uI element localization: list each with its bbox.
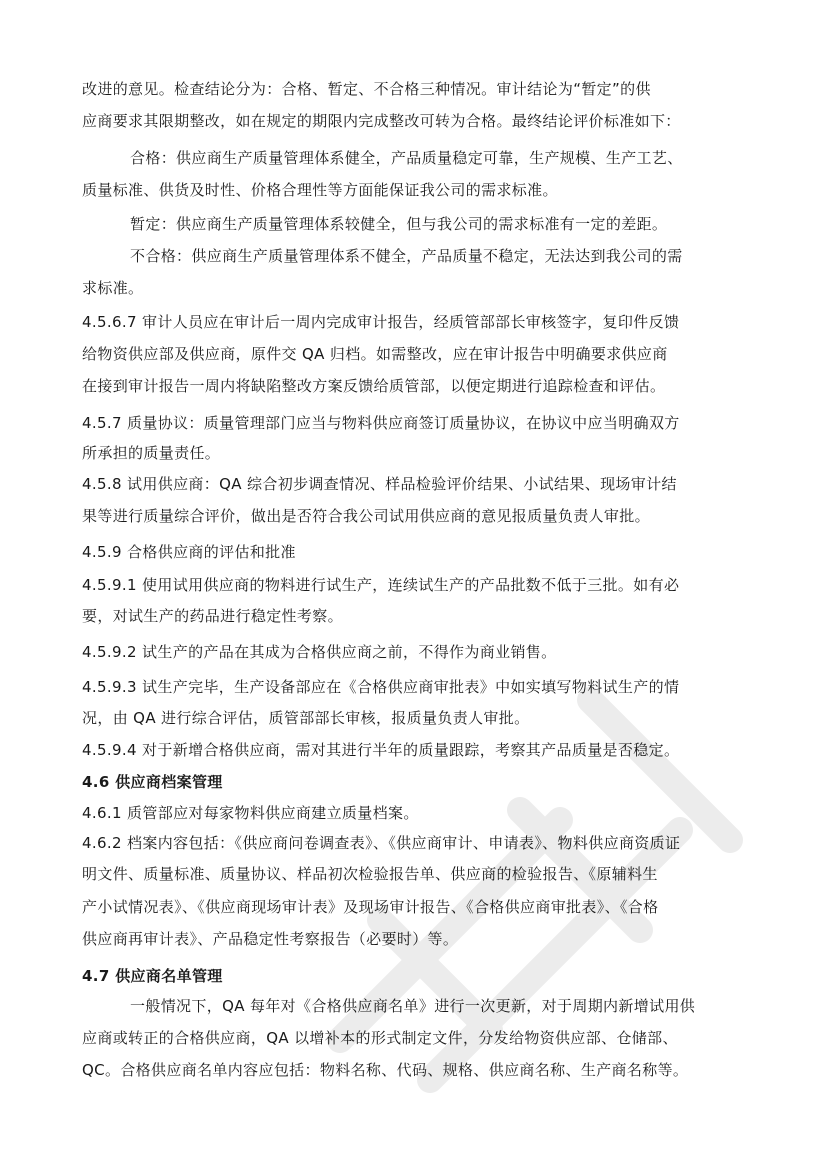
- text-line: 4.5.9.1 使用试用供应商的物料进行试生产，连续试生产的产品批数不低于三批。如有必: [82, 576, 680, 594]
- text-line: 4.5.9.3 试生产完毕，生产设备部应在《合格供应商审批表》中如实填写物料试生产的情: [82, 678, 680, 696]
- text-line: 给物资供应部及供应商，原件交 QA 归档。如需整改，应在审计报告中明确要求供应商: [82, 345, 668, 363]
- text-line: QC。合格供应商名单内容应包括：物料名称、代码、规格、供应商名称、生产商名称等。: [82, 1061, 689, 1079]
- text-line: 求标准。: [82, 279, 144, 297]
- text-line: 产小试情况表》、《供应商现场审计表》及现场审计报告、《合格供应商审批表》、《合格: [82, 898, 659, 916]
- text-line: 暂定：供应商生产质量管理体系较健全，但与我公司的需求标准有一定的差距。: [130, 215, 668, 233]
- text-line: 供应商再审计表》、产品稳定性考察报告（必要时）等。: [82, 930, 459, 948]
- text-line: 应商要求其限期整改，如在规定的期限内完成整改可转为合格。最终结论评价标准如下：: [82, 112, 681, 130]
- text-line: 况，由 QA 进行综合评估，质管部部长审核，报质量负责人审批。: [82, 709, 530, 727]
- text-line: 合格：供应商生产质量管理体系健全，产品质量稳定可靠，生产规模、生产工艺、: [130, 149, 683, 167]
- text-line: 所承担的质量责任。: [82, 444, 221, 462]
- text-line: 果等进行质量综合评价，做出是否符合我公司试用供应商的意见报质量负责人审批。: [82, 507, 650, 525]
- text-line: 4.6.1 质管部应对每家物料供应商建立质量档案。: [82, 804, 419, 822]
- text-line: 一般情况下，QA 每年对《合格供应商名单》进行一次更新，对于周期内新增试用供: [130, 997, 696, 1015]
- text-line: 明文件、质量标准、质量协议、样品初次检验报告单、供应商的检验报告、《原辅料生: [82, 865, 658, 883]
- text-line: 4.5.9.2 试生产的产品在其成为合格供应商之前，不得作为商业销售。: [82, 643, 557, 661]
- text-line: 要，对试生产的药品进行稳定性考察。: [82, 607, 343, 625]
- text-line: 4.5.6.7 审计人员应在审计后一周内完成审计报告，经质管部部长审核签字，复印件反馈: [82, 313, 680, 331]
- text-line: 质量标准、供货及时性、价格合理性等方面能保证我公司的需求标准。: [82, 181, 558, 199]
- text-line: 改进的意见。检查结论分为：合格、暂定、不合格三种情况。审计结论为“暂定”的供: [82, 80, 651, 98]
- text-line: 在接到审计报告一周内将缺陷整改方案反馈给质管部，以便定期进行追踪检查和评估。: [82, 377, 666, 395]
- section-heading: 4.6 供应商档案管理: [82, 773, 223, 791]
- text-line: 4.5.8 试用供应商：QA 综合初步调查情况、样品检验评价结果、小试结果、现场审计结: [82, 475, 677, 493]
- section-heading: 4.7 供应商名单管理: [82, 967, 223, 985]
- text-line: 4.5.9.4 对于新增合格供应商，需对其进行半年的质量跟踪，考察其产品质量是否稳定。: [82, 741, 680, 759]
- text-line: 4.6.2 档案内容包括：《供应商问卷调查表》、《供应商审计、申请表》、物料供应商资质证: [82, 834, 681, 852]
- text-line: 不合格：供应商生产质量管理体系不健全，产品质量不稳定，无法达到我公司的需: [130, 247, 683, 265]
- text-line: 应商或转正的合格供应商，QA 以增补本的形式制定文件，分发给物资供应部、仓储部、: [82, 1029, 678, 1047]
- text-line: 4.5.7 质量协议：质量管理部门应当与物料供应商签订质量协议，在协议中应当明确双方: [82, 414, 680, 432]
- section-heading: 4.5.9 合格供应商的评估和批准: [82, 543, 296, 561]
